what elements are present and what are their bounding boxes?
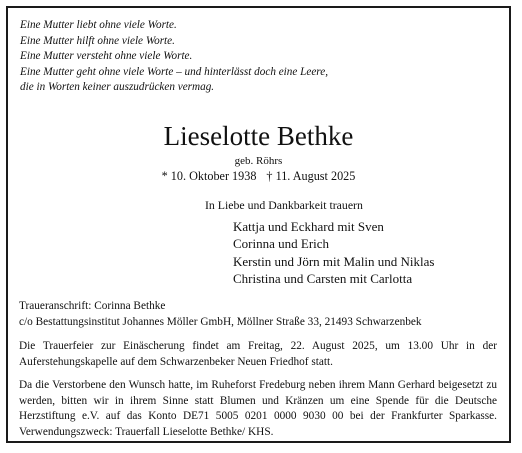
address-line: c/o Bestattungsinstitut Johannes Möller GmbH, Möllner Straße 33, 21493 Schwarzenbek [19, 315, 422, 328]
mourning-address [19, 299, 422, 330]
death-date: † 11. August 2025 [266, 169, 356, 183]
mourning-intro: In Liebe und Dankbarkeit trauern [205, 198, 363, 212]
address-line: Traueranschrift: Corinna Bethke [19, 300, 166, 312]
birth-name: geb. Röhrs [234, 155, 283, 167]
ceremony-paragraph: Die Trauerfeier zur Einäscherung findet am Freitag, 22. August 2025, um 13.00 Uhr in der Auferstehungskapelle auf dem Schwarzenbeker Neuen Friedhof statt. [19, 340, 497, 368]
mourner-line: Kattja und Eckhard mit Sven [233, 219, 384, 234]
mourner-line: Kerstin und Jörn mit Malin und Niklas [233, 253, 435, 269]
poem-line: Eine Mutter versteht ohne viele Worte. [20, 50, 193, 63]
poem-line: Eine Mutter geht ohne viele Worte – und hinterlässt doch eine Leere, [20, 65, 328, 78]
mourner-line: Corinna und Erich [233, 236, 330, 252]
life-dates [8, 168, 509, 184]
mourner-line: Christina und Carsten mit Carlotta [233, 271, 413, 287]
poem-line: Eine Mutter hilft ohne viele Worte. [20, 34, 175, 47]
poem [20, 18, 328, 96]
birth-date: * 10. Oktober 1938 [161, 169, 257, 183]
deceased-name: Lieselotte Bethke [163, 121, 354, 151]
obituary-notice [6, 6, 511, 443]
poem-line: Eine Mutter liebt ohne viele Worte. [20, 19, 177, 31]
mourners-list [233, 218, 435, 288]
poem-line: die in Worten keiner auszudrücken vermag. [20, 81, 215, 94]
donation-paragraph: Da die Verstorbene den Wunsch hatte, im Ruheforst Fredeburg neben ihrem Mann Gerhard beigesetzt zu werden, bitten wir in ihrem Sinne statt Blumen und Kränzen um eine Spende für die Deutsche Herzstiftung e.V. auf das Konto DE71 5005 0201 0000 9030 00 bei der Frankfurter Sparkasse. Verwendungszweck: Trauerfall Lieselotte Bethke/ KHS. [19, 379, 497, 438]
